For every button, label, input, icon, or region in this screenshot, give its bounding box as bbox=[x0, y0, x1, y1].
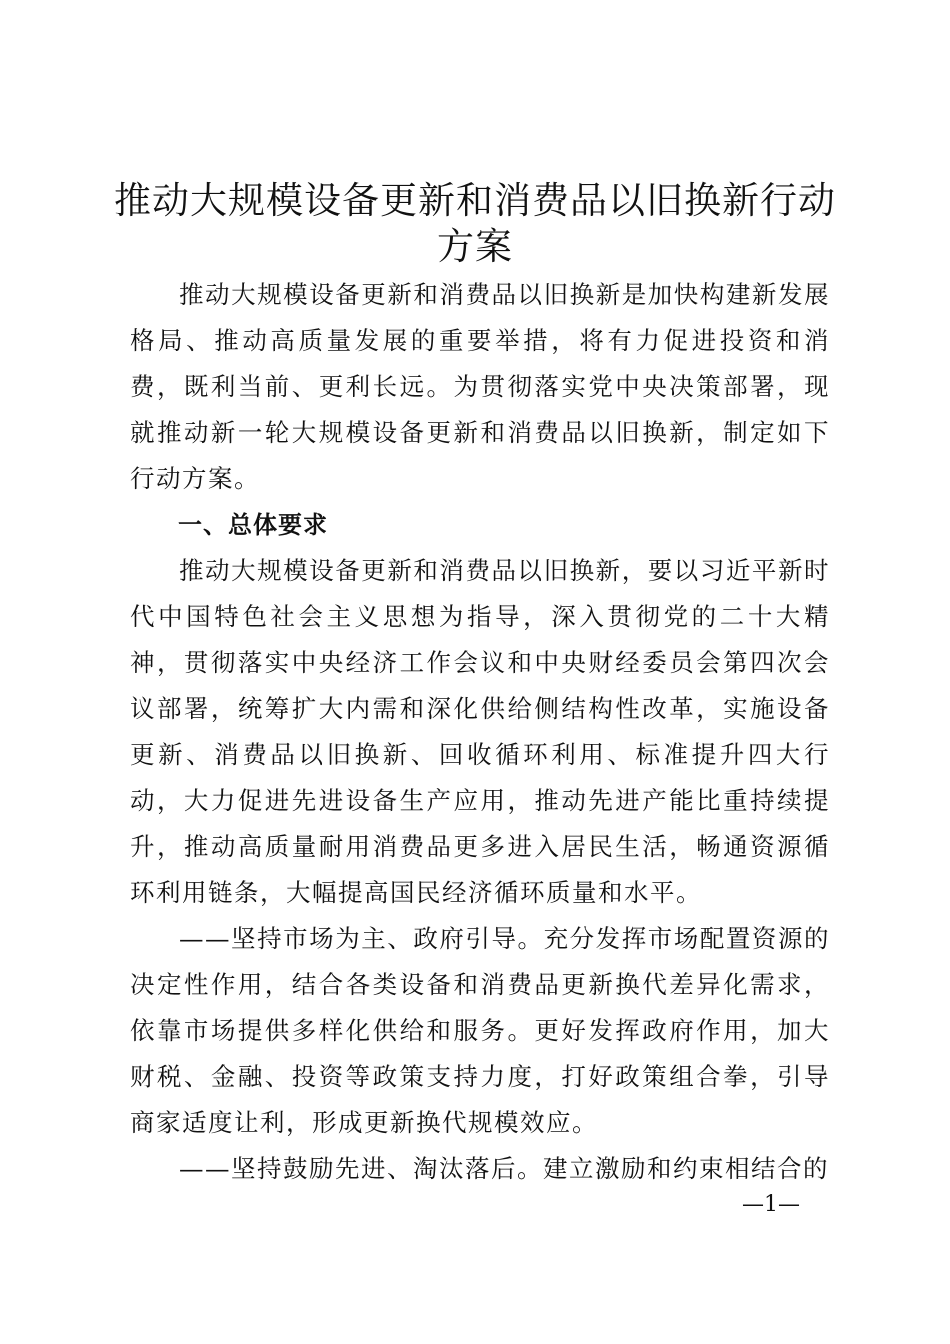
paragraph-overall: 推动大规模设备更新和消费品以旧换新，要以习近平新时代中国特色社会主义思想为指导，深入贯彻党的二十大精神，贯彻落实中央经济工作会议和中央财经委员会第四次会议部署，统筹扩大内需和深化供给侧结构性改革，实施设备更新、消费品以旧换新、回收循环利用、标准提升四大行动，大力促进先进设备生产应用，推动先进产能比重持续提升，推动高质量耐用消费品更多进入居民生活，畅通资源循环利用链条，大幅提高国民经济循环质量和水平。 bbox=[130, 556, 830, 907]
section-heading: 一、总体要求 bbox=[178, 511, 328, 539]
document-body bbox=[130, 272, 830, 1192]
paragraph-principle-advanced: ——坚持鼓励先进、淘汰落后。建立激励和约束相结合的 bbox=[179, 1154, 829, 1183]
document-title: 推动大规模设备更新和消费品以旧换新行动方案 bbox=[114, 179, 836, 268]
paragraph-principle-market: ——坚持市场为主、政府引导。充分发挥市场配置资源的决定性作用，结合各类设备和消费品更新换代差异化需求，依靠市场提供多样化供给和服务。更好发挥政府作用，加大财税、金融、投资等政策支持力度，打好政策组合拳，引导商家适度让利，形成更新换代规模效应。 bbox=[130, 924, 830, 1137]
paragraph-intro: 推动大规模设备更新和消费品以旧换新是加快构建新发展格局、推动高质量发展的重要举措，将有力促进投资和消费，既利当前、更利长远。为贯彻落实党中央决策部署，现就推动新一轮大规模设备更新和消费品以旧换新，制定如下行动方案。 bbox=[130, 280, 830, 493]
page-number: —1— bbox=[742, 1192, 800, 1217]
